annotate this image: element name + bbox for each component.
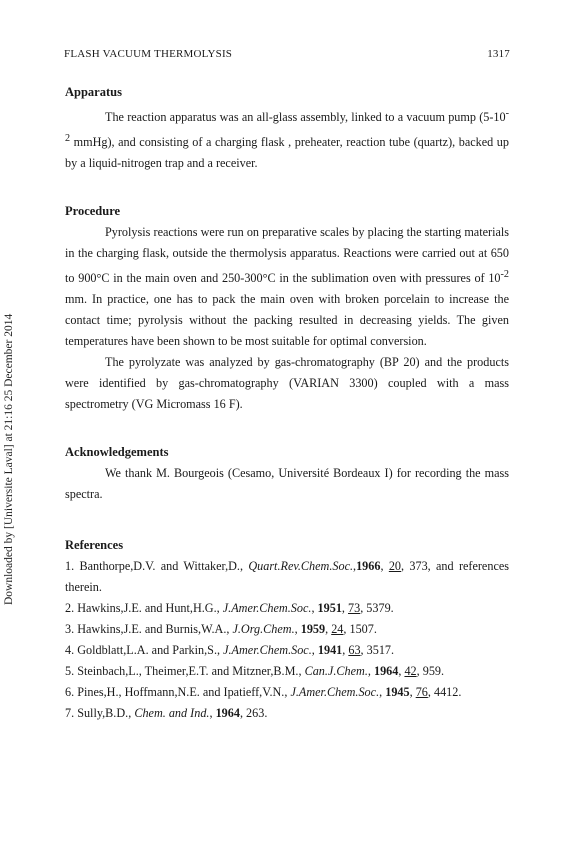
procedure-section <box>65 201 509 415</box>
download-watermark: Downloaded by [Universite Laval] at 21:16 25 December 2014 <box>3 313 15 605</box>
article-body <box>65 82 509 724</box>
references-heading: References <box>65 538 124 553</box>
ref-pages: 263. <box>246 706 268 721</box>
ref-authors: 3. Hawkins,J.E. and Burnis,W.A., <box>65 622 233 637</box>
ref-pages: , 373, and references therein. <box>65 559 510 595</box>
ref-authors: 4. Goldblatt,L.A. and Parkin,S., <box>65 643 224 658</box>
ref-volume: 63 <box>348 643 361 658</box>
procedure-paragraph-1 <box>65 222 509 352</box>
reference-item: 1. Banthorpe,D.V. and Wittaker,D., Quart.Rev.Chem.Soc.,1966, 20, 373, and references therein. <box>65 559 510 595</box>
apparatus-text-b: mmHg), and consisting of a charging flask , preheater, reaction tube (quartz), backed up by a liquid-nitrogen trap and a receiver. <box>65 135 509 171</box>
ref-volume: 76 <box>415 685 428 700</box>
reference-item: 4. Goldblatt,L.A. and Parkin,S., J.Amer.Chem.Soc., 1941, 63, 3517. <box>65 643 395 658</box>
reference-item: 2. Hawkins,J.E. and Hunt,H.G., J.Amer.Chem.Soc., 1951, 73, 5379. <box>65 601 394 616</box>
references-section <box>65 535 509 724</box>
apparatus-heading: Apparatus <box>65 85 122 99</box>
running-head <box>64 48 510 60</box>
ref-authors: 6. Pines,H., Hoffmann,N.E. and Ipatieff,V.N., <box>65 685 291 700</box>
ref-year: 1959 <box>300 622 326 637</box>
procedure-paragraph-2: The pyrolyzate was analyzed by gas-chromatography (BP 20) and the products were identified by gas-chromatography (VARIAN 3300) coupled with a mass spectrometry (VG Micromass 16 F). <box>65 355 509 412</box>
procedure-text-a: Pyrolysis reactions were run on preparative scales by placing the starting materials in the charging flask, outside the thermolysis apparatus. Reactions were carried out at 650 to 900°C in the main oven and 250-300°C in the sublimation oven with pressures of 10 <box>65 225 509 286</box>
ref-journal: J.Amer.Chem.Soc. <box>222 601 312 616</box>
ref-journal: J.Org.Chem. <box>232 622 295 637</box>
ref-authors: 7. Sully,B.D., <box>65 706 135 721</box>
ref-volume: 24 <box>331 622 344 637</box>
ref-year: 1945 <box>385 685 410 700</box>
ref-pages: , 1507. <box>343 622 377 637</box>
ref-year: 1964 <box>215 706 240 721</box>
ref-volume: 73 <box>348 601 361 616</box>
ref-authors: 1. Banthorpe,D.V. and Wittaker,D., <box>65 559 249 574</box>
procedure-heading: Procedure <box>65 204 121 219</box>
running-title: FLASH VACUUM THERMOLYSIS <box>64 48 233 60</box>
apparatus-exponent: -2 <box>65 108 509 145</box>
page-number: 1317 <box>487 48 510 60</box>
ref-journal: J.Amer.Chem.Soc. <box>290 685 380 700</box>
reference-list <box>65 556 509 724</box>
ref-year: 1951 <box>317 601 342 616</box>
ref-journal: J.Amer.Chem.Soc. <box>223 643 312 658</box>
ref-year: 1964 <box>373 664 399 679</box>
procedure-text-b: mm. In practice, one has to pack the main oven with broken porcelain to increase the contact time; pyrolysis without the packing resulted in decreasing yields. The given temperatures have been shown to be most suitable for optimal conversion. <box>65 292 509 349</box>
acknowledgements-paragraph: We thank M. Bourgeois (Cesamo, Université Bordeaux I) for recording the mass spectra. <box>65 466 509 502</box>
ref-pages: , 959. <box>416 664 445 679</box>
ref-volume: 42 <box>404 664 417 679</box>
procedure-exponent: -2 <box>500 269 509 281</box>
ref-pages: , 3517. <box>360 643 395 658</box>
reference-item: 7. Sully,B.D., Chem. and Ind., 1964, 263. <box>65 706 268 721</box>
ref-year: 1966 <box>356 559 381 574</box>
apparatus-section <box>65 82 509 174</box>
ref-pages: , 5379. <box>360 601 394 616</box>
ref-year: 1941 <box>317 643 343 658</box>
apparatus-paragraph <box>65 103 509 174</box>
ref-volume: 20 <box>388 559 402 574</box>
reference-item: 6. Pines,H., Hoffmann,N.E. and Ipatieff,V.N., J.Amer.Chem.Soc., 1945, 76, 4412. <box>65 685 462 700</box>
ref-journal: Chem. and Ind. <box>134 706 210 721</box>
acknowledgements-heading: Acknowledgements <box>65 445 169 460</box>
ref-authors: 5. Steinbach,L., Theimer,E.T. and Mitzner,B.M., <box>65 664 305 679</box>
ref-journal: Quart.Rev.Chem.Soc. <box>248 559 354 574</box>
reference-item: 5. Steinbach,L., Theimer,E.T. and Mitzner,B.M., Can.J.Chem., 1964, 42, 959. <box>65 664 445 679</box>
apparatus-text-a: The reaction apparatus was an all-glass assembly, linked to a vacuum pump (5-10 <box>105 110 506 125</box>
ref-journal: Can.J.Chem. <box>304 664 368 679</box>
ref-pages: , 4412. <box>427 685 462 700</box>
ref-authors: 2. Hawkins,J.E. and Hunt,H.G., <box>65 601 223 616</box>
reference-item: 3. Hawkins,J.E. and Burnis,W.A., J.Org.Chem., 1959, 24, 1507. <box>65 622 377 637</box>
acknowledgements-section <box>65 442 509 505</box>
